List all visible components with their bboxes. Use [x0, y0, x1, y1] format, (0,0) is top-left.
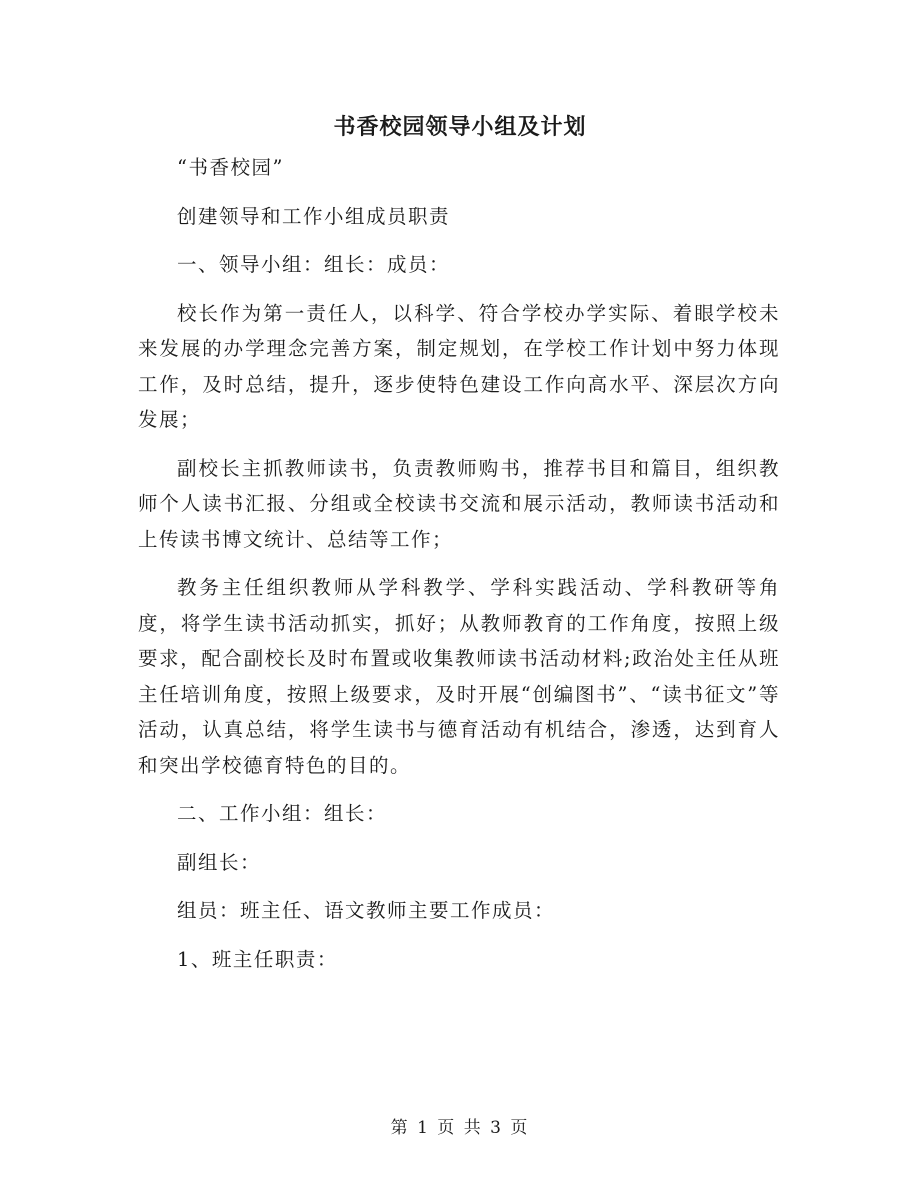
paragraph-leadership-heading: 一、领导小组：组长：成员： — [177, 253, 451, 276]
paragraph-principal-duty: 校长作为第一责任人，以科学、符合学校办学实际、着眼学校未来发展的办学理念完善方案，制定规划，在学校工作计划中努力体现工作，及时总结，提升，逐步使特色建设工作向高水平、深层次方向发展； — [138, 301, 780, 431]
paragraph-quote-title: “书香校园” — [177, 156, 284, 179]
paragraph-subtitle: 创建领导和工作小组成员职责 — [177, 204, 451, 228]
paragraph-class-teacher-duty: 1、班主任职责： — [177, 947, 338, 971]
document-title: 书香校园领导小组及计划 — [333, 114, 587, 140]
document-body — [138, 150, 780, 990]
paragraph-members: 组员：班主任、语文教师主要工作成员： — [177, 899, 556, 922]
paragraph-working-group-heading: 二、工作小组：组长： — [177, 802, 388, 825]
paragraph-vice-principal-duty: 副校长主抓教师读书，负责教师购书，推荐书目和篇目，组织教师个人读书汇报、分组或全校读书交流和展示活动，教师读书活动和上传读书博文统计、总结等工作； — [138, 456, 780, 551]
page-footer: 第 1 页 共 3 页 — [390, 1118, 530, 1138]
paragraph-academic-director-duty: 教务主任组织教师从学科教学、学科实践活动、学科教研等角度，将学生读书活动抓实，抓好；从教师教育的工作角度，按照上级要求，配合副校长及时布置或收集教师读书活动材料;政治处主任从班主任培训角度，按照上级要求，及时开展“创编图书”、“读书征文”等活动，认真总结，将学生读书与德育活动有机结合，渗透，达到育人和突出学校德育特色的目的。 — [138, 576, 780, 777]
paragraph-vice-leader: 副组长： — [177, 850, 262, 874]
